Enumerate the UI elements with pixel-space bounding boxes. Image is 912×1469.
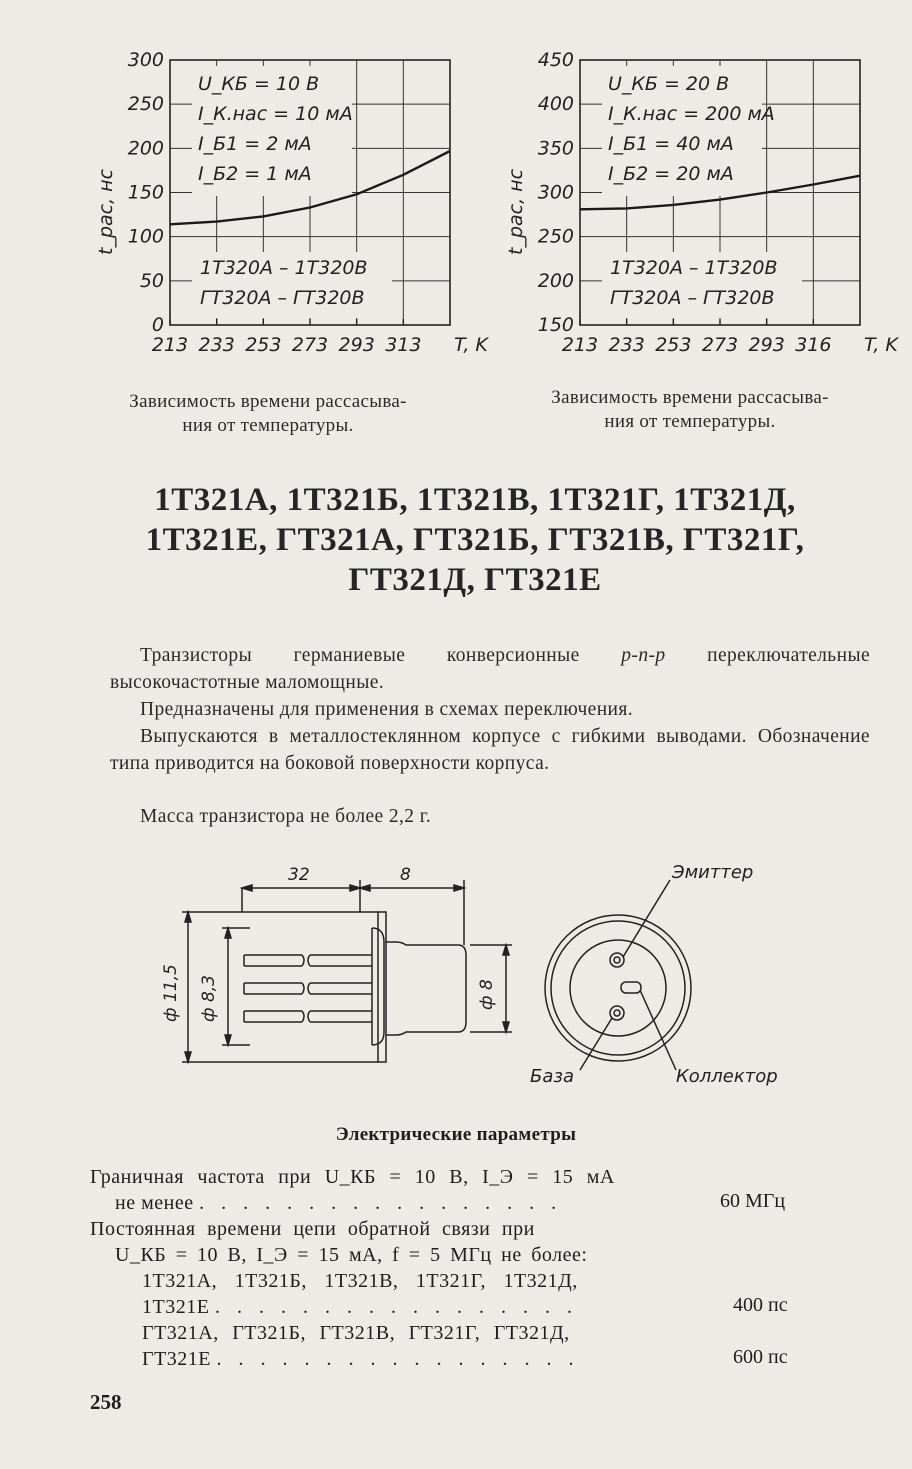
y-tick-label: 0 xyxy=(151,314,164,336)
description-p1: Транзисторы германиевые конверсионные p-n-p переключательные высокочастотные маломощные. xyxy=(110,645,870,693)
y-tick-label: 150 xyxy=(127,181,164,204)
description-p2: Предназначены для применения в схемах переключения. xyxy=(140,699,634,720)
x-tick-label: 273 xyxy=(291,334,329,356)
x-tick-label: 293 xyxy=(338,334,375,356)
x-tick-label: 233 xyxy=(198,334,235,356)
caption-left: Зависимость времени рассасыва- ния от температуры. xyxy=(129,391,407,436)
model-label: ГТ320А – ГТ320В xyxy=(200,287,365,309)
collector-label: Коллектор xyxy=(676,1066,778,1087)
y-tick-label: 300 xyxy=(537,181,574,204)
condition-label: U_КБ = 20 В xyxy=(608,73,730,95)
param-line-1: Граничная частота при U_КБ = 10 В, I_Э = 15 мА xyxy=(90,1166,615,1188)
y-tick-label: 300 xyxy=(127,49,164,71)
description-p3: Выпускаются в металлостеклянном корпусе с гибкими выводами. Обозначение типа приводится на боковой поверхности корпуса. xyxy=(110,726,870,774)
param-value-1: 60 МГц xyxy=(720,1190,786,1212)
y-tick-label: 350 xyxy=(537,137,574,160)
x-tick-label: 313 xyxy=(385,334,422,356)
param-value-2: 400 пс xyxy=(733,1294,788,1316)
y-tick-label: 250 xyxy=(537,225,574,248)
model-label: 1Т320А – 1Т320В xyxy=(610,257,778,279)
param-line-6: 1Т321Е . . . . . . . . . . . . . . . . . xyxy=(142,1296,578,1318)
param-value-3: 600 пс xyxy=(733,1346,788,1368)
param-line-3: Постоянная времени цепи обратной связи при xyxy=(90,1218,535,1240)
x-tick-label: 316 xyxy=(795,334,832,356)
x-tick-label: 273 xyxy=(701,334,739,356)
y-tick-label: 400 xyxy=(537,93,574,116)
y-tick-label: 250 xyxy=(127,93,164,116)
page-title xyxy=(60,480,890,600)
y-axis-label: t_рас, нс xyxy=(505,168,527,255)
description-p4: Масса транзистора не более 2,2 г. xyxy=(140,806,432,827)
condition-label: U_КБ = 10 В xyxy=(198,73,320,95)
base-label: База xyxy=(530,1066,574,1087)
transistor-drawing xyxy=(0,850,912,1100)
y-tick-label: 200 xyxy=(537,269,574,292)
condition-label: I_Б2 = 20 мА xyxy=(608,163,734,185)
param-line-4: U_КБ = 10 В, I_Э = 15 мА, f = 5 МГц не более: xyxy=(115,1244,588,1266)
x-tick-label: 253 xyxy=(245,334,282,356)
emitter-label: Эмиттер xyxy=(672,862,754,883)
x-tick-label: 233 xyxy=(608,334,645,356)
page-number: 258 xyxy=(90,1390,122,1414)
condition-label: I_К.нас = 10 мА xyxy=(198,103,353,125)
y-tick-label: 50 xyxy=(139,269,164,292)
param-line-7: ГТ321А, ГТ321Б, ГТ321В, ГТ321Г, ГТ321Д, xyxy=(142,1322,570,1344)
x-axis-label: T, K xyxy=(864,334,898,356)
condition-label: I_Б1 = 40 мА xyxy=(608,133,734,155)
dim-diameter-can-label: ф 8 xyxy=(477,979,497,1010)
x-tick-label: 213 xyxy=(561,334,599,356)
model-label: ГТ320А – ГТ320В xyxy=(610,287,775,309)
param-line-5: 1Т321А, 1Т321Б, 1Т321В, 1Т321Г, 1Т321Д, xyxy=(142,1270,578,1292)
dim-diameter-outer-label: ф 11,5 xyxy=(161,964,181,1022)
title-line-1: 1Т321А, 1Т321Б, 1Т321В, 1Т321Г, 1Т321Д, xyxy=(154,482,796,518)
param-line-8: ГТ321Е . . . . . . . . . . . . . . . . . xyxy=(142,1348,580,1370)
title-line-2: 1Т321Е, ГТ321А, ГТ321Б, ГТ321В, ГТ321Г, xyxy=(145,522,805,558)
x-tick-label: 213 xyxy=(151,334,189,356)
title-line-3: ГТ321Д, ГТ321Е xyxy=(348,562,602,598)
chart-left xyxy=(60,40,488,370)
dim-lead-label: 8 xyxy=(400,865,411,885)
model-label: 1Т320А – 1Т320В xyxy=(200,257,368,279)
condition-label: I_К.нас = 200 мА xyxy=(608,103,775,125)
pnp-term: p-n-p xyxy=(621,645,666,666)
x-axis-label: T, K xyxy=(454,334,488,356)
y-tick-label: 200 xyxy=(127,137,164,160)
dim-diameter-header-label: ф 8,3 xyxy=(199,975,219,1022)
y-tick-label: 100 xyxy=(127,225,164,248)
x-tick-label: 293 xyxy=(748,334,785,356)
y-axis-label: t_рас, нс xyxy=(95,168,117,255)
dim-length-label: 32 xyxy=(288,865,310,885)
caption-right: Зависимость времени рассасыва- ния от температуры. xyxy=(551,387,829,432)
condition-label: I_Б1 = 2 мА xyxy=(198,133,312,155)
condition-label: I_Б2 = 1 мА xyxy=(198,163,312,185)
y-tick-label: 150 xyxy=(537,314,574,336)
transistor-outline xyxy=(0,850,912,1100)
chart-right xyxy=(470,40,898,370)
y-tick-label: 450 xyxy=(537,49,574,71)
params-heading: Электрические параметры xyxy=(335,1124,577,1145)
param-line-2: не менее . . . . . . . . . . . . . . . . . xyxy=(115,1192,563,1214)
x-tick-label: 253 xyxy=(655,334,692,356)
